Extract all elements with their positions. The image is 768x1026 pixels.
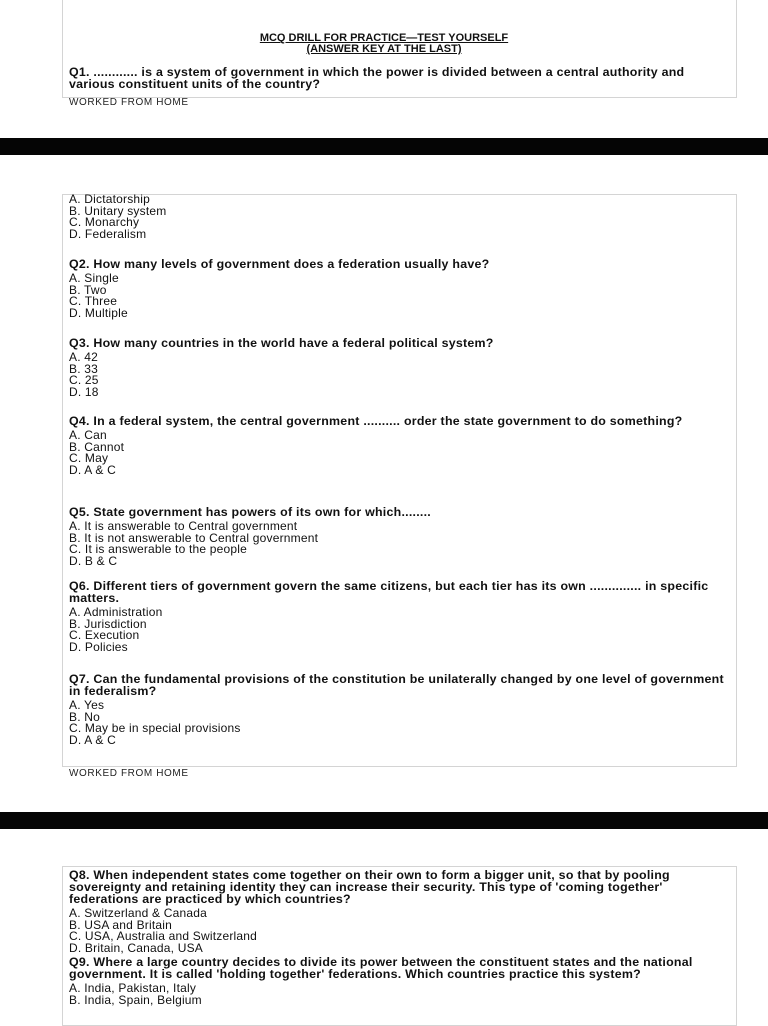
question-2-option-b: B. Two — [69, 282, 107, 297]
question-4-options — [69, 430, 731, 476]
question-6-option-c: C. Execution — [69, 628, 140, 642]
page-separator-2 — [0, 812, 768, 829]
question-8-block — [69, 869, 731, 954]
question-9-option-a: A. India, Pakistan, Italy — [69, 981, 197, 995]
question-4-option-c: C. May — [69, 451, 109, 465]
question-7-option-a: A. Yes — [69, 698, 105, 712]
question-4: Q4. In a federal system, the central government .......... order the state government to do something? — [69, 414, 683, 428]
question-3-option-d: D. 18 — [69, 384, 99, 399]
question-4-option-a: A. Can — [69, 428, 107, 442]
question-7-option-d: D. A & C — [69, 732, 116, 747]
question-8-option-c: C. USA, Australia and Switzerland — [69, 929, 258, 943]
question-9-block — [69, 956, 731, 1006]
question-2-option-a: A. Single — [69, 271, 119, 285]
question-5-option-c: C. It is answerable to the people — [69, 542, 248, 556]
question-9-options — [69, 983, 731, 1006]
question-1-options — [69, 194, 731, 240]
question-3-option-b: B. 33 — [69, 361, 99, 376]
question-2-options — [69, 273, 731, 319]
question-6-options — [69, 607, 731, 653]
question-6-option-b: B. Jurisdiction — [69, 616, 147, 631]
document-subtitle: (ANSWER KEY AT THE LAST) — [306, 43, 462, 55]
question-1-option-b: B. Unitary system — [69, 203, 167, 218]
question-6: Q6. Different tiers of government govern the same citizens, but each tier has its own .............. in specific matters. — [69, 579, 709, 605]
question-8-options — [69, 908, 731, 954]
question-8-option-a: A. Switzerland & Canada — [69, 906, 208, 920]
question-2: Q2. How many levels of government does a federation usually have? — [69, 257, 490, 271]
page-2-footer: WORKED FROM HOME — [69, 768, 189, 779]
question-1-options-block — [69, 194, 731, 240]
page-1-footer: WORKED FROM HOME — [69, 97, 189, 108]
question-4-option-b: B. Cannot — [69, 439, 125, 454]
question-9: Q9. Where a large country decides to divide its power between the constituent states and the national government. It is called 'holding together' federations. Which countries practice this system? — [69, 955, 693, 981]
question-3-options — [69, 352, 731, 398]
question-3-option-a: A. 42 — [69, 350, 99, 364]
question-8: Q8. When independent states come together on their own to form a bigger unit, so that by pooling sovereignty and retaining identity they can increase their security. This type of 'coming together' federations are practiced by which countries? — [69, 868, 670, 906]
question-5-options — [69, 521, 731, 567]
question-1-option-d: D. Federalism — [69, 226, 147, 241]
question-5: Q5. State government has powers of its own for which........ — [69, 505, 431, 519]
question-7-option-c: C. May be in special provisions — [69, 721, 241, 735]
question-2-option-c: C. Three — [69, 294, 118, 308]
question-1-option-c: C. Monarchy — [69, 215, 140, 229]
question-5-block — [69, 506, 731, 567]
question-3: Q3. How many countries in the world have a federal political system? — [69, 336, 494, 350]
question-2-option-d: D. Multiple — [69, 305, 128, 320]
document-title: MCQ DRILL FOR PRACTICE—TEST YOURSELF — [259, 32, 509, 44]
question-1: Q1. ............ is a system of government in which the power is divided between a central authority and various constituent units of the country? — [69, 65, 685, 91]
question-5-option-a: A. It is answerable to Central government — [69, 519, 298, 533]
question-3-block — [69, 337, 731, 398]
question-5-option-d: D. B & C — [69, 553, 118, 568]
question-4-block — [69, 415, 731, 476]
question-9-option-b: B. India, Spain, Belgium — [69, 992, 202, 1007]
question-7-option-b: B. No — [69, 709, 101, 724]
page-separator-1 — [0, 138, 768, 155]
question-3-option-c: C. 25 — [69, 373, 99, 387]
question-8-option-d: D. Britain, Canada, USA — [69, 940, 203, 955]
question-1-option-a: A. Dictatorship — [69, 192, 151, 206]
question-6-block — [69, 580, 731, 653]
question-6-option-d: D. Policies — [69, 639, 128, 654]
question-6-option-a: A. Administration — [69, 605, 163, 619]
question-1-text-block — [69, 66, 731, 90]
question-8-option-b: B. USA and Britain — [69, 917, 172, 932]
question-7: Q7. Can the fundamental provisions of the constitution be unilaterally changed by one level of government in federalism? — [69, 672, 724, 698]
question-5-option-b: B. It is not answerable to Central government — [69, 530, 319, 545]
question-7-options — [69, 700, 731, 746]
question-4-option-d: D. A & C — [69, 462, 116, 477]
question-2-block — [69, 258, 731, 319]
question-7-block — [69, 673, 731, 746]
